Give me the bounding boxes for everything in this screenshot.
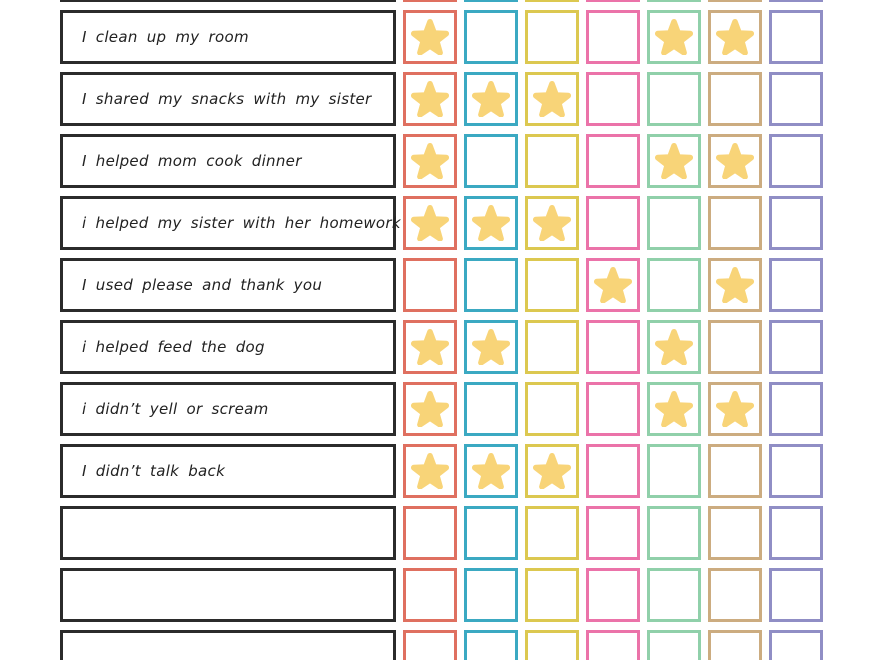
chore-label-box xyxy=(60,196,401,250)
star-cell xyxy=(403,630,457,660)
star-cell xyxy=(708,258,762,312)
star-cell xyxy=(769,320,823,374)
star-cell xyxy=(647,506,701,560)
chore-row xyxy=(60,0,823,2)
star-icon xyxy=(411,391,449,427)
chore-row xyxy=(60,382,823,436)
star-cell xyxy=(525,506,579,560)
star-cell xyxy=(769,258,823,312)
star-cell xyxy=(647,568,701,622)
star-cell xyxy=(403,568,457,622)
star-cell xyxy=(769,630,823,660)
star-cell xyxy=(403,506,457,560)
star-icon xyxy=(472,205,510,241)
star-cell xyxy=(769,506,823,560)
chore-label-box xyxy=(60,134,396,188)
chore-label: I didn’t talk back xyxy=(82,462,226,480)
star-cell xyxy=(525,0,579,2)
star-cell xyxy=(403,320,457,374)
star-icon xyxy=(411,81,449,117)
chore-row xyxy=(60,630,823,660)
star-cell xyxy=(647,134,701,188)
star-cell xyxy=(403,0,457,2)
star-cell xyxy=(769,134,823,188)
chore-rows-container xyxy=(60,0,823,660)
chore-label: i helped my sister with her homework xyxy=(82,214,401,232)
star-icon xyxy=(411,143,449,179)
chore-label: i didn’t yell or scream xyxy=(82,400,269,418)
star-icon xyxy=(411,205,449,241)
chore-label-box xyxy=(60,630,396,660)
star-cell xyxy=(708,382,762,436)
star-cell xyxy=(708,320,762,374)
chore-label: I shared my snacks with my sister xyxy=(82,90,372,108)
star-cell xyxy=(464,568,518,622)
star-cell xyxy=(525,630,579,660)
star-icon xyxy=(472,453,510,489)
star-icon xyxy=(594,267,632,303)
star-cell xyxy=(525,382,579,436)
star-cell xyxy=(464,0,518,2)
star-cell xyxy=(647,0,701,2)
star-icon xyxy=(411,453,449,489)
chore-row xyxy=(60,506,823,560)
star-cell xyxy=(403,10,457,64)
star-cell xyxy=(647,444,701,498)
star-cell xyxy=(464,444,518,498)
chore-label-box xyxy=(60,0,396,2)
star-cell xyxy=(708,10,762,64)
star-cell xyxy=(586,0,640,2)
chore-row xyxy=(60,258,823,312)
star-icon xyxy=(716,391,754,427)
star-cell xyxy=(525,320,579,374)
star-icon xyxy=(716,19,754,55)
star-cell xyxy=(769,444,823,498)
chore-row xyxy=(60,196,823,250)
star-cell xyxy=(403,444,457,498)
star-cell xyxy=(403,258,457,312)
star-cell xyxy=(464,10,518,64)
chore-label: i helped feed the dog xyxy=(82,338,265,356)
star-icon xyxy=(655,329,693,365)
chore-label: I helped mom cook dinner xyxy=(82,152,302,170)
star-cell xyxy=(647,72,701,126)
star-cell xyxy=(586,72,640,126)
star-cell xyxy=(769,10,823,64)
chore-row xyxy=(60,72,823,126)
chore-label: I used please and thank you xyxy=(82,276,323,294)
star-cell xyxy=(525,10,579,64)
star-cell xyxy=(464,382,518,436)
star-icon xyxy=(411,19,449,55)
star-cell xyxy=(586,382,640,436)
chore-label-box xyxy=(60,320,396,374)
star-cell xyxy=(586,134,640,188)
star-cell xyxy=(708,444,762,498)
star-icon xyxy=(533,453,571,489)
chore-row xyxy=(60,320,823,374)
star-icon xyxy=(533,81,571,117)
chore-row xyxy=(60,568,823,622)
chore-label-box xyxy=(60,258,396,312)
star-icon xyxy=(655,391,693,427)
star-cell xyxy=(708,72,762,126)
star-cell xyxy=(708,134,762,188)
star-cell xyxy=(586,444,640,498)
star-cell xyxy=(525,444,579,498)
star-cell xyxy=(769,568,823,622)
star-cell xyxy=(708,196,762,250)
star-cell xyxy=(708,0,762,2)
star-icon xyxy=(716,143,754,179)
chore-row xyxy=(60,10,823,64)
chore-label-box xyxy=(60,506,396,560)
chore-label-box xyxy=(60,444,396,498)
star-cell xyxy=(586,320,640,374)
star-cell xyxy=(525,72,579,126)
chore-label-box xyxy=(60,10,396,64)
star-cell xyxy=(586,506,640,560)
star-cell xyxy=(769,0,823,2)
chore-label-box xyxy=(60,382,396,436)
star-cell xyxy=(586,258,640,312)
star-cell xyxy=(647,630,701,660)
star-cell xyxy=(647,196,701,250)
star-icon xyxy=(411,329,449,365)
star-cell xyxy=(708,506,762,560)
chore-label-box xyxy=(60,72,396,126)
star-cell xyxy=(586,10,640,64)
chore-row xyxy=(60,134,823,188)
star-cell xyxy=(525,196,579,250)
star-cell xyxy=(647,382,701,436)
chore-row xyxy=(60,444,823,498)
star-cell xyxy=(403,196,457,250)
star-icon xyxy=(716,267,754,303)
star-icon xyxy=(655,143,693,179)
star-cell xyxy=(769,196,823,250)
chore-label-box xyxy=(60,568,396,622)
chore-label: I clean up my room xyxy=(82,28,249,46)
star-cell xyxy=(464,196,518,250)
star-cell xyxy=(464,134,518,188)
star-cell xyxy=(525,258,579,312)
star-cell xyxy=(708,568,762,622)
star-icon xyxy=(655,19,693,55)
star-cell xyxy=(464,630,518,660)
star-cell xyxy=(586,196,640,250)
star-cell xyxy=(586,568,640,622)
star-cell xyxy=(708,630,762,660)
star-cell xyxy=(403,382,457,436)
star-cell xyxy=(769,72,823,126)
star-cell xyxy=(586,630,640,660)
star-cell xyxy=(403,134,457,188)
star-cell xyxy=(525,568,579,622)
star-cell xyxy=(647,320,701,374)
star-cell xyxy=(647,10,701,64)
star-cell xyxy=(464,258,518,312)
star-icon xyxy=(533,205,571,241)
star-cell xyxy=(464,506,518,560)
star-cell xyxy=(403,72,457,126)
star-icon xyxy=(472,329,510,365)
star-cell xyxy=(464,72,518,126)
star-cell xyxy=(525,134,579,188)
star-cell xyxy=(769,382,823,436)
star-cell xyxy=(647,258,701,312)
star-icon xyxy=(472,81,510,117)
star-cell xyxy=(464,320,518,374)
